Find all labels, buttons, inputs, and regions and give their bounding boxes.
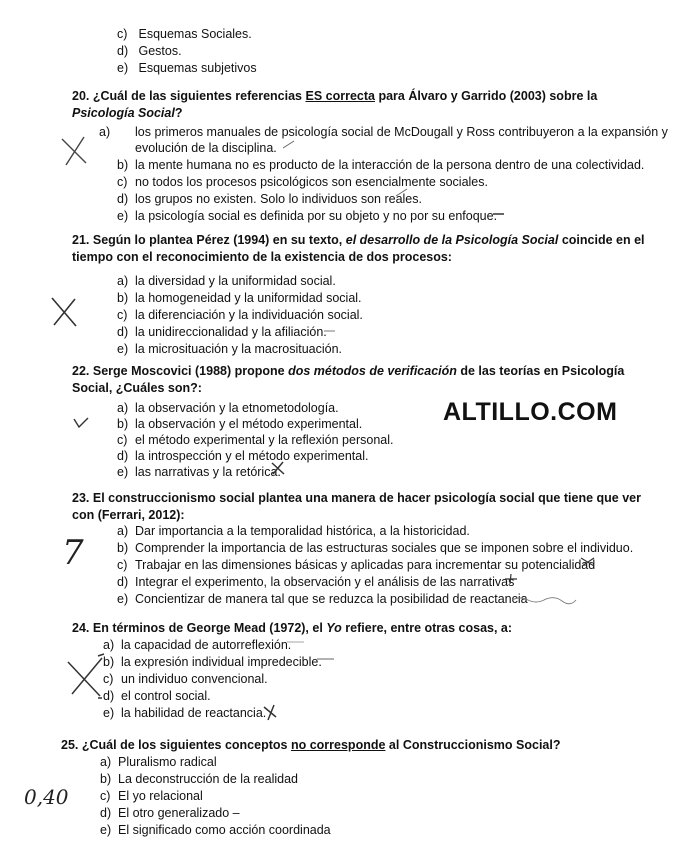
q22-e-cross-mark xyxy=(270,460,286,476)
q19-option-e: e) Esquemas subjetivos xyxy=(117,61,257,75)
q20-a-tick-mark xyxy=(282,140,296,150)
watermark-logo: ALTILLO.COM xyxy=(443,398,618,426)
question-23: 23. El construccionismo social plantea una manera de hacer psicología social que tiene que ver con (Ferrari, 2012): xyxy=(72,491,641,522)
q22-option-b: b) la observación y el método experimental. xyxy=(117,417,363,431)
q23-option-a: a) Dar importancia a la temporalidad histórica, a la historicidad. xyxy=(117,524,470,538)
q24-b-dash-mark xyxy=(316,655,336,663)
q22-option-a: a) la observación y la etnometodología. xyxy=(117,401,339,415)
q22-option-e: e) las narrativas y la retórica. xyxy=(117,465,281,479)
q23-option-b: b) Comprender la importancia de las estructuras sociales que se imponen sobre el individuo. xyxy=(117,541,634,555)
q24-e-cross-mark xyxy=(262,703,278,721)
q20-d-tick-mark xyxy=(395,188,409,198)
q22-option-d: d) la introspección y el método experimental. xyxy=(117,449,369,463)
q20-e-dash-mark xyxy=(492,211,506,217)
q20-option-d: d) los grupos no existen. Solo lo individuos son reales. xyxy=(117,192,422,206)
q21-option-a: a) la diversidad y la uniformidad social. xyxy=(117,274,336,288)
q22-check-mark xyxy=(72,416,90,430)
q23-d-plus-mark xyxy=(503,573,519,585)
q25-option-e: e) El significado como acción coordinada xyxy=(100,823,331,837)
q23-c-cross-mark xyxy=(580,556,596,568)
q25-option-d: d) El otro generalizado – xyxy=(100,806,240,820)
q23-option-d: d) Integrar el experimento, la observación y el análisis de las narrativas xyxy=(117,575,515,589)
q24-option-d: d) el control social. xyxy=(103,689,211,703)
question-21: 21. Según lo plantea Pérez (1994) en su texto, el desarrollo de la Psicología Social coincide en el tiempo con el reconocimiento de la existencia de dos procesos: xyxy=(72,233,645,264)
q20-option-c: c) no todos los procesos psicológicos son esencialmente sociales. xyxy=(117,175,488,189)
q19-option-c: c) Esquemas Sociales. xyxy=(117,27,252,41)
q20-option-e: e) la psicología social es definida por su objeto y no por su enfoque. xyxy=(117,209,498,223)
q20-option-a: a) los primeros manuales de psicología social de McDougall y Ross contribuyeron a la expansión y evolución de la disciplina. xyxy=(99,125,668,155)
question-22: 22. Serge Moscovici (1988) propone dos métodos de verificación de las teorías en Psicología Social, ¿Cuáles son?: xyxy=(72,364,625,395)
q23-option-c: c) Trabajar en las dimensiones básicas y aplicadas para incrementar su potencialidad xyxy=(117,558,596,572)
q23-handwritten-mark: 7 xyxy=(62,533,84,573)
q20-cross-mark xyxy=(58,133,92,169)
q24-option-a: a) la capacidad de autorreflexión. xyxy=(103,638,292,652)
q20-option-b: b) la mente humana no es producto de la interacción de la persona dentro de una colectividad. xyxy=(117,158,645,172)
q24-cross-mark xyxy=(62,650,106,702)
q21-option-e: e) la microsituación y la macrosituación. xyxy=(117,342,343,356)
q25-option-b: b) La deconstrucción de la realidad xyxy=(100,772,298,786)
q23-option-e: e) Concientizar de manera tal que se reduzca la posibilidad de reactancia xyxy=(117,592,528,606)
q21-option-c: c) la diferenciación y la individuación social. xyxy=(117,308,363,322)
q24-option-c: c) un individuo convencional. xyxy=(103,672,268,686)
q24-option-e: e) la habilidad de reactancia. xyxy=(103,706,267,720)
score-handwritten: 0,40 xyxy=(24,785,69,809)
question-25: 25. ¿Cuál de los siguientes conceptos no corresponde al Construccionismo Social? xyxy=(61,738,561,752)
question-24: 24. En términos de George Mead (1972), el Yo refiere, entre otras cosas, a: xyxy=(72,621,513,635)
q24-option-b: b) la expresión individual impredecible. xyxy=(103,655,322,669)
q19-option-d: d) Gestos. xyxy=(117,44,182,58)
q23-e-scribble-mark xyxy=(510,592,580,610)
q21-option-d: d) la unidireccionalidad y la afiliación. xyxy=(117,325,327,339)
q25-option-a: a) Pluralismo radical xyxy=(100,755,217,769)
q21-d-dash-mark xyxy=(323,328,337,334)
q24-a-dash-mark xyxy=(286,638,306,646)
q25-option-c: c) El yo relacional xyxy=(100,789,203,803)
q21-option-b: b) la homogeneidad y la uniformidad social. xyxy=(117,291,362,305)
q22-option-c: c) el método experimental y la reflexión personal. xyxy=(117,433,394,447)
question-20: 20. ¿Cuál de las siguientes referencias ES correcta para Álvaro y Garrido (2003) sobre la Psicología Social? xyxy=(72,89,598,120)
q21-cross-mark xyxy=(48,295,80,329)
